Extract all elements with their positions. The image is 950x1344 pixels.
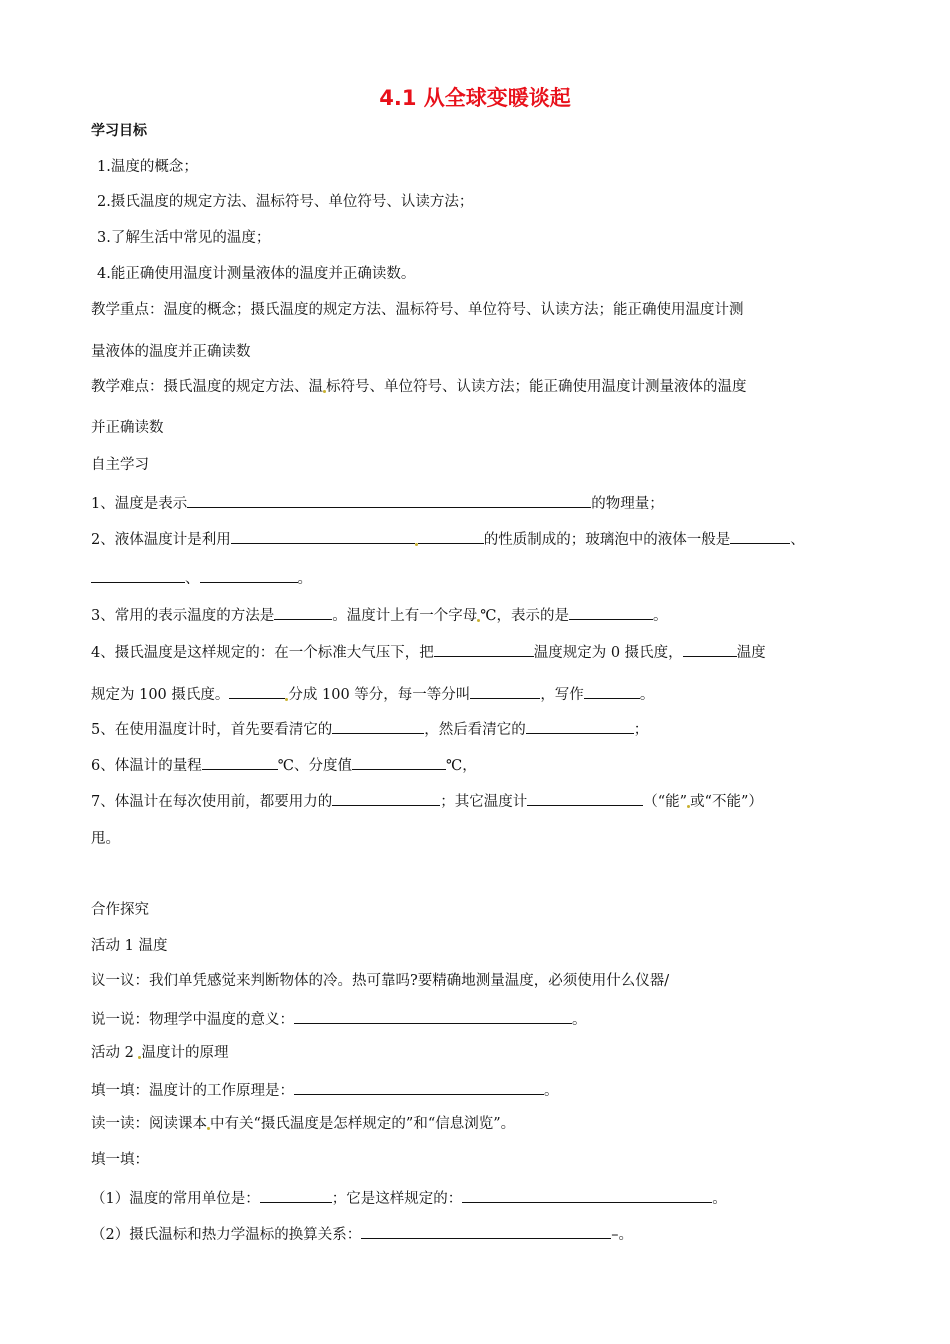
question-text: 规定为 100 摄氏度。 — [91, 687, 230, 703]
answer-blank[interactable] — [462, 1186, 712, 1203]
question-text: 。 — [297, 571, 312, 587]
question-text: 5、在使用温度计时，首先要看清它的 — [91, 722, 333, 738]
question-text: 的物理量； — [591, 496, 664, 512]
objective-item: 1.温度的概念； — [97, 159, 198, 175]
answer-blank[interactable] — [332, 717, 424, 734]
discuss-line: 议一议：我们单凭感觉来判断物体的冷。热可靠吗?要精确地测量温度，必须使用什么仪器/ — [91, 973, 670, 989]
question-text: 的性质制成的；玻璃泡中的液体一般是 — [483, 532, 731, 548]
answer-blank[interactable] — [200, 566, 298, 583]
sub-question-1 — [91, 1186, 727, 1209]
question-text: 。 — [572, 1012, 587, 1028]
question-text: ，写作 — [540, 687, 584, 703]
question-text: 温度规定为 0 摄氏度， — [533, 645, 683, 661]
answer-blank[interactable] — [231, 527, 415, 544]
difficulties-text: 标符号、单位符号、认读方法；能正确使用温度计测量液体的温度 — [326, 379, 747, 395]
objective-item: 4.能正确使用温度计测量液体的温度并正确读数。 — [97, 266, 416, 282]
objective-item: 2.摄氏温度的规定方法、温标符号、单位符号、认读方法； — [97, 194, 474, 210]
question-text: ℃， — [445, 758, 477, 774]
question-text: （2）摄氏温标和热力学温标的换算关系： — [91, 1227, 362, 1243]
question-4-cont — [91, 682, 654, 705]
read-line — [91, 1114, 515, 1134]
question-text: 3、常用的表示温度的方法是 — [91, 608, 275, 624]
answer-blank[interactable] — [526, 717, 634, 734]
answer-blank[interactable] — [470, 682, 540, 699]
question-text: 。 — [639, 687, 655, 703]
self-study-heading: 自主学习 — [91, 457, 149, 473]
question-text: 。 — [712, 1191, 727, 1207]
difficulties-text: 教学难点：摄氏温度的规定方法、温 — [91, 379, 323, 395]
question-2-cont — [91, 566, 312, 589]
question-text: ；它是这样规定的： — [331, 1191, 463, 1207]
answer-blank[interactable] — [229, 682, 285, 699]
answer-blank[interactable] — [730, 527, 790, 544]
page-title: 4.1 从全球变暖谈起 — [379, 86, 571, 110]
answer-blank[interactable] — [91, 566, 185, 583]
activity-2-title — [91, 1043, 228, 1063]
activity-1-title: 活动 1 温度 — [91, 938, 168, 954]
cooperation-heading: 合作探究 — [91, 902, 149, 918]
question-text: 。 — [652, 608, 668, 624]
question-text: （“能” — [643, 794, 688, 810]
question-text: 温度 — [736, 645, 766, 661]
fill-line — [91, 1078, 559, 1101]
question-text: –。 — [611, 1227, 633, 1243]
question-text: ；其它温度计 — [440, 794, 528, 810]
question-1 — [91, 491, 664, 514]
answer-blank[interactable] — [361, 1222, 611, 1239]
fill-heading: 填一填： — [91, 1152, 149, 1168]
answer-blank[interactable] — [527, 789, 643, 806]
answer-blank[interactable] — [202, 753, 278, 770]
sub-question-2 — [91, 1222, 633, 1245]
question-text: 。 — [544, 1083, 559, 1099]
objectives-heading: 学习目标 — [91, 123, 147, 139]
question-text: 、 — [790, 532, 805, 548]
difficulties-line — [91, 377, 747, 397]
question-5 — [91, 717, 648, 740]
question-text: 活动 2 — [91, 1045, 139, 1061]
question-text: 、 — [185, 571, 200, 587]
question-text: 7、体温计在每次使用前，都要用力的 — [91, 794, 333, 810]
question-text: 1、温度是表示 — [91, 496, 188, 512]
question-text: 分成 100 等分，每一等分叫 — [288, 687, 471, 703]
question-3 — [91, 603, 667, 626]
answer-blank[interactable] — [352, 753, 446, 770]
key-points-line: 量液体的温度并正确读数 — [91, 344, 251, 360]
question-text: 温度计的原理 — [141, 1045, 229, 1061]
answer-blank[interactable] — [187, 491, 591, 508]
answer-blank[interactable] — [569, 603, 653, 620]
question-text: ，然后看清它的 — [424, 722, 526, 738]
question-text: 读一读：阅读课本 — [91, 1116, 207, 1132]
question-text: 4、摄氏温度是这样规定的：在一个标准大气压下，把 — [91, 645, 434, 661]
answer-blank[interactable] — [434, 640, 534, 657]
answer-blank[interactable] — [274, 603, 332, 620]
question-text: 。温度计上有一个字母 — [332, 608, 478, 624]
question-6 — [91, 753, 477, 776]
question-text: （1）温度的常用单位是： — [91, 1191, 260, 1207]
question-text: 6、体温计的量程 — [91, 758, 202, 774]
answer-blank[interactable] — [294, 1078, 544, 1095]
question-text: ℃，表示的是 — [480, 608, 569, 624]
question-4 — [91, 640, 766, 663]
key-points-line: 教学重点：温度的概念；摄氏温度的规定方法、温标符号、单位符号、认读方法；能正确使用温度计测 — [91, 302, 744, 318]
say-line — [91, 1007, 587, 1030]
answer-blank[interactable] — [332, 789, 440, 806]
question-text: ℃、分度值 — [277, 758, 352, 774]
objective-item: 3.了解生活中常见的温度； — [97, 230, 271, 246]
question-7 — [91, 789, 763, 812]
difficulties-line: 并正确读数 — [91, 420, 164, 436]
question-text: 或“不能”） — [690, 794, 763, 810]
question-text: ； — [633, 722, 649, 738]
answer-blank[interactable] — [584, 682, 640, 699]
question-text: 说一说：物理学中温度的意义： — [91, 1012, 294, 1028]
question-text: 2、液体温度计是利用 — [91, 532, 231, 548]
answer-blank[interactable] — [418, 527, 484, 544]
question-2 — [91, 527, 805, 550]
question-text: 中有关“摄氏温度是怎样规定的”和“信息浏览”。 — [210, 1116, 516, 1132]
question-7-cont: 甩。 — [91, 831, 120, 847]
question-text: 填一填：温度计的工作原理是： — [91, 1083, 294, 1099]
answer-blank[interactable] — [260, 1186, 332, 1203]
answer-blank[interactable] — [294, 1007, 572, 1024]
answer-blank[interactable] — [683, 640, 737, 657]
